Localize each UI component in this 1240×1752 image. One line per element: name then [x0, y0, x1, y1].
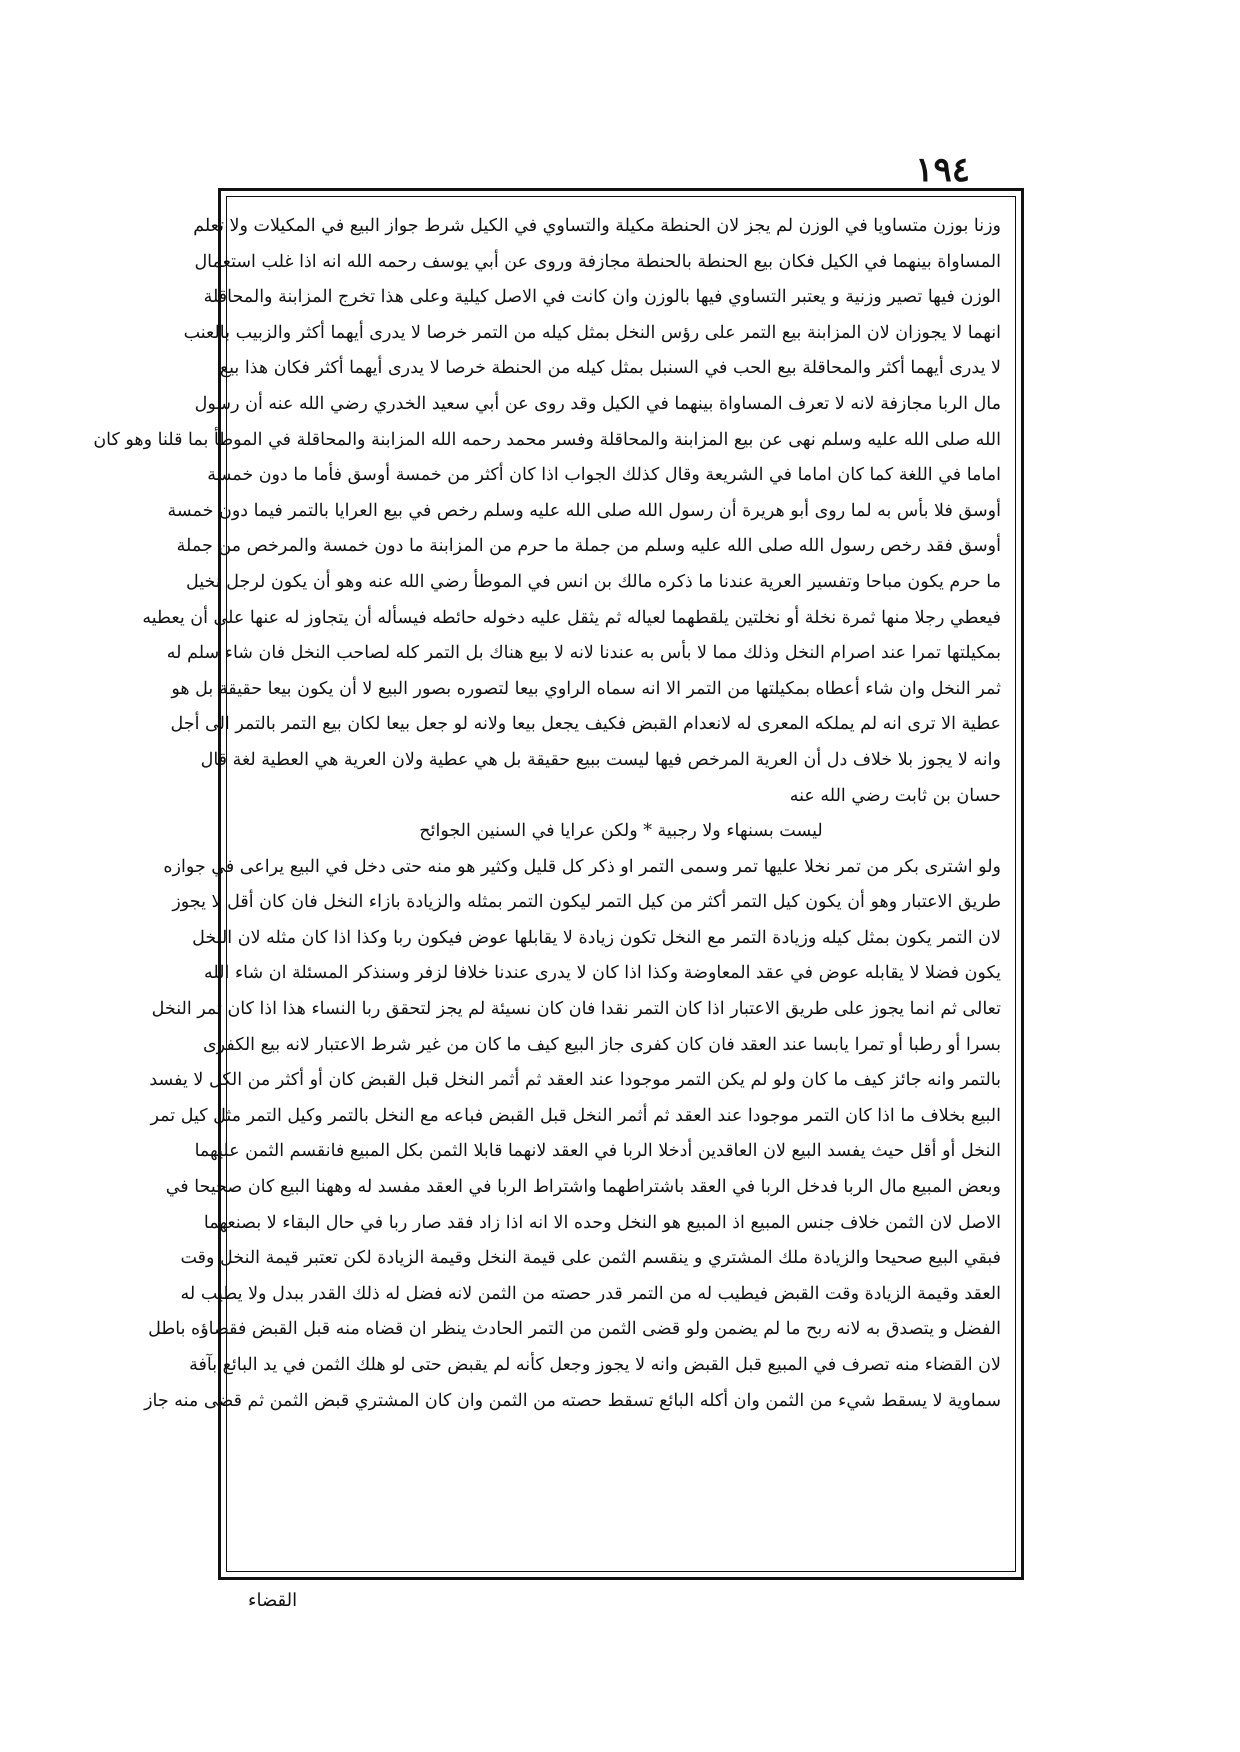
text-line: لان القضاء منه تصرف في المبيع قبل القبض وانه لا يجوز وجعل كأنه لم يقبض حتى لو هلك الثمن في يد البائع بآفة: [189, 1355, 1001, 1375]
text-line: فيعطي رجلا منها ثمرة نخلة أو نخلتين يلقطهما لعياله ثم يثقل عليه دخوله حائطه فيسأله أن يتجاوز له عنها على أن يعطيه: [142, 607, 1001, 628]
text-line: عطية الا ترى انه لم يملكه المعرى له لانعدام القبض فكيف يجعل بيعا ولانه لو جعل بيعا لكان بيع التمر بالتمر الى أجل: [170, 714, 1001, 735]
text-line: تعالى ثم انما يجوز على طريق الاعتبار اذا كان التمر نقدا فان كان نسيئة لم يجز لتحقق ربا النساء هذا اذا كان ثمر النخل: [151, 999, 1001, 1020]
text-line: يكون فضلا لا يقابله عوض في عقد المعاوضة وكذا اذا كان لا يدرى عندنا خلافا لزفر وسنذكر المسئلة ان شاء الله: [204, 963, 1001, 984]
text-line: سماوية لا يسقط شيء من الثمن وان أكله البائع تسقط حصته من الثمن وان كان المشتري قبض الثمن ثم قضى منه جاز: [144, 1390, 1001, 1411]
text-line: بمكيلتها تمرا عند اصرام النخل وذلك مما لا بأس به عندنا لانه لا بيع هناك بل التمر كله لصاحب النخل فان شاء سلم له: [166, 643, 1001, 664]
text-line: طريق الاعتبار وهو أن يكون كيل التمر أكثر من كيل التمر ليكون التمر بمثله والزيادة بازاء النخل فان كان أقل لا يجوز: [172, 892, 1001, 913]
text-line: النخل أو أقل حيث يفسد البيع لان العاقدين أدخلا الربا في العقد لانهما قابلا الثمن بكل المبيع فانقسم الثمن عليهما: [194, 1141, 1001, 1162]
text-line: بالتمر وانه جائز كيف ما كان ولو لم يكن التمر موجودا عند العقد ثم أثمر النخل قبل القبض كان أو أكثر من الكل لا يفسد: [149, 1070, 1001, 1091]
verse-line: ليست بسنهاء ولا رجبية * ولكن عرايا في السنين الجوائح: [419, 821, 823, 842]
text-line: بسرا أو رطبا أو تمرا يابسا عند العقد فان كان كفرى جاز البيع كيف ما كان من غير شرط الاعتبار لانه بيع الكفرى: [202, 1034, 1001, 1055]
text-line: فبقي البيع صحيحا والزيادة ملك المشتري و ينقسم الثمن على قيمة النخل وقيمة الزيادة لكن تعتبر قيمة النخل وقت: [180, 1248, 1001, 1269]
text-line: لا يدرى أيهما أكثر والمحاقلة بيع الحب في السنبل بمثل كيله من الحنطة خرصا لا يدرى أيهما أكثر فكان هذا بيع: [219, 358, 1001, 379]
text-line: أوسق فلا بأس به لما روى أبو هريرة أن رسول الله صلى الله عليه وسلم رخص في بيع العرايا بالتمر فيما دون خمسة: [167, 500, 1001, 521]
text-line: الله صلى الله عليه وسلم نهى عن بيع المزابنة والمحاقلة وفسر محمد رحمه الله المزابنة والمحاقلة في الموطأ بما قلنا وهو كان: [93, 429, 1001, 450]
text-line: أوسق فقد رخص رسول الله صلى الله عليه وسلم من جملة ما حرم من المزابنة ما دون خمسة والمرخص من جملة: [176, 536, 1001, 557]
page-number: ١٩٤: [915, 150, 970, 190]
text-line: المساواة بينهما في الكيل فكان بيع الحنطة بالحنطة مجازفة وروى عن أبي يوسف رحمه الله انه اذا غلب استعمال: [194, 251, 1001, 272]
text-line: الوزن فيها تصير وزنية و يعتبر التساوي فيها بالوزن وان كانت في الاصل كيلية وعلى هذا تخرج المزابنة والمحاقلة: [203, 287, 1001, 308]
text-line: العقد وقيمة الزيادة وقت القبض فيطيب له من التمر قدر حصته من الثمن لانه فضل له ذلك القدر ببدل ولا يطيب له: [180, 1283, 1001, 1304]
text-frame: [93, 196, 1016, 1572]
text-line-short: حسان بن ثابت رضي الله عنه: [789, 785, 1001, 806]
text-line: لان التمر يكون بمثل كيله وزيادة التمر مع النخل تكون زيادة لا يقابلها عوض فيكون ربا وكذا اذا كان مثله لان النخل: [192, 927, 1001, 948]
text-line: انهما لا يجوزان لان المزابنة بيع التمر على رؤس النخل بمثل كيله من التمر خرصا لا يدرى أيهما أكثر والزبيب بالعنب: [183, 322, 1001, 343]
catchword: القضاء: [248, 1590, 298, 1611]
text-line: البيع بخلاف ما اذا كان التمر موجودا عند العقد ثم أثمر النخل قبل القبض فباعه مع النخل بالتمر وكيل التمر مثل كيل تمر: [150, 1105, 1001, 1126]
text-line: الفضل و يتصدق به لانه ربح ما لم يضمن ولو قضى الثمن من التمر الحادث ينظر ان قضاه منه قبل القبض فقضاؤه باطل: [148, 1319, 1001, 1340]
text-line: مال الربا مجازفة لانه لا تعرف المساواة بينهما في الكيل وقد روى عن أبي سعيد الخدري رضي الله عنه أن رسول: [194, 393, 1001, 414]
text-line: ما حرم يكون مباحا وتفسير العرية عندنا ما ذكره مالك بن انس في الموطأ رضي الله عنه وهو أن يكون لرجل نخيل: [185, 571, 1001, 592]
text-line: الاصل لان الثمن خلاف جنس المبيع اذ المبيع هو النخل وحده الا انه اذا زاد فقد صار ربا في حال البقاء لا بصنعهما: [203, 1212, 1001, 1233]
text-line: وزنا بوزن متساويا في الوزن لم يجز لان الحنطة مكيلة والتساوي في الكيل شرط جواز البيع في المكيلات ولا تعلم: [193, 216, 1001, 236]
text-line: وبعض المبيع مال الربا فدخل الربا في العقد باشتراطهما واشتراط الربا في العقد مفسد له وههنا البيع كان صحيحا في: [165, 1177, 1001, 1198]
text-line: ثمر النخل وان شاء أعطاه بمكيلتها من التمر الا انه سماه الراوي بيعا لتصوره بصور البيع لا أن يكون بيعا حقيقة بل هو: [171, 678, 1001, 699]
text-line: وانه لا يجوز بلا خلاف دل أن العرية المرخص فيها ليست ببيع حقيقة بل هي عطية ولان العرية هي العطية لغة قال: [200, 749, 1001, 770]
text-line: ولو اشترى بكر من تمر نخلا عليها تمر وسمى التمر او ذكر كل قليل وكثير هو منه حتى دخل في البيع يراعى في جوازه: [163, 856, 1001, 877]
text-line: اماما في اللغة كما كان اماما في الشريعة وقال كذلك الجواب اذا كان أكثر من خمسة أوسق فأما ما دون خمسة: [207, 465, 1001, 486]
